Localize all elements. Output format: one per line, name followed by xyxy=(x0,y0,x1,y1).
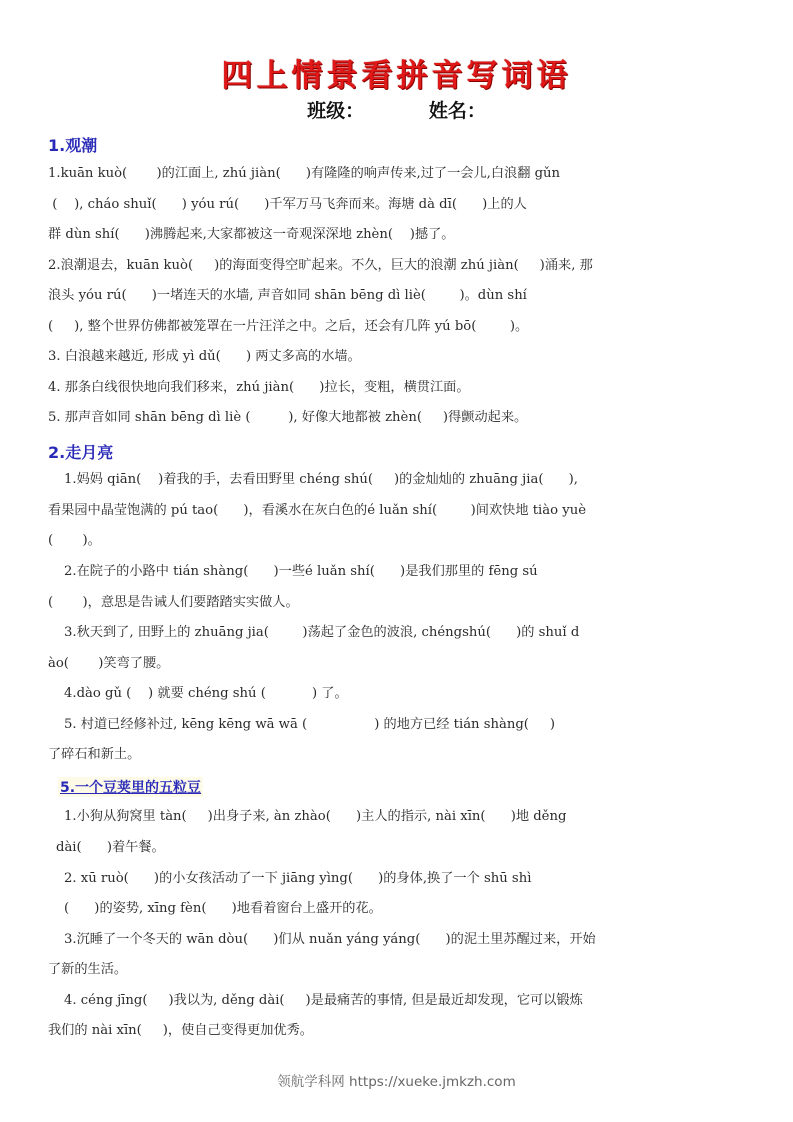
section-heading-zouyueliang: 2.走月亮 xyxy=(48,443,114,462)
exercise-line: ( )。 xyxy=(48,533,101,548)
section-heading-guanchao: 1.观潮 xyxy=(48,136,98,155)
exercise-line: 群 dùn shí( )沸腾起来,大家都被这一奇观深深地 zhèn( )撼了。 xyxy=(48,227,455,242)
exercise-line: ( ), cháo shuǐ( ) yóu rú( )千军万马飞奔而来。海塘 dà dī( )上的人 xyxy=(48,197,527,212)
exercise-line: 浪头 yóu rú( )一堵连天的水墙, 声音如同 shān bēng dì liè( )。dùn shí xyxy=(48,288,527,303)
exercise-line: ( ), 整个世界仿佛都被笼罩在一片汪洋之中。之后，还会有几阵 yú bō( )。 xyxy=(48,319,529,334)
footer-watermark: 领航学科网 https://xueke.jmkzh.com xyxy=(277,1074,516,1090)
exercise-line: 1.小狗从狗窝里 tàn( )出身子来, àn zhào( )主人的指示, nài xīn( )地 děng xyxy=(64,809,567,824)
exercise-line: 看果园中晶莹饱满的 pú tao( )，看溪水在灰白色的é luǎn shí( )间欢快地 tiào yuè xyxy=(48,503,586,518)
student-info xyxy=(0,96,793,123)
name-label: 姓名： xyxy=(428,100,486,122)
exercise-line: 5. 村道已经修补过, kēng kēng wā wā ( ) 的地方已经 tián shàng( ) xyxy=(64,717,556,732)
exercise-line: 4. céng jīng( )我以为, děng dài( )是最痛苦的事情, 但是最近却发现，它可以锻炼 xyxy=(64,993,583,1008)
exercise-line: 2.在院子的小路中 tián shàng( )一些é luǎn shí( )是我们那里的 fēng sú xyxy=(64,564,538,579)
exercise-line: dài( )着午餐。 xyxy=(56,840,165,855)
exercise-line: 1.kuān kuò( )的江面上, zhú jiàn( )有隆隆的响声传来,过了一会儿,白浪翻 gǔn xyxy=(48,166,561,181)
exercise-line: 4.dào gǔ ( ) 就要 chéng shú ( ) 了。 xyxy=(64,686,348,701)
exercise-line: 1.妈妈 qiān( )着我的手，去看田野里 chéng shú( )的金灿灿的 zhuāng jia( ), xyxy=(64,472,578,487)
class-label: 班级： xyxy=(307,100,365,122)
exercise-line: 2. xū ruò( )的小女孩活动了一下 jiāng yìng( )的身体,换了一个 shū shì xyxy=(64,871,532,886)
exercise-line: 4. 那条白线很快地向我们移来，zhú jiàn( )拉长，变粗，横贯江面。 xyxy=(48,380,470,395)
exercise-line: ào( )笑弯了腰。 xyxy=(48,656,170,671)
exercise-line: 我们的 nài xīn( )，使自己变得更加优秀。 xyxy=(48,1023,313,1038)
exercise-line: 了碎石和新土。 xyxy=(48,747,141,762)
worksheet-title: 四上情景看拼音写词语 xyxy=(221,58,572,94)
exercise-line: 3. 白浪越来越近, 形成 yì dǔ( ) 两丈多高的水墙。 xyxy=(48,349,361,364)
exercise-line: ( )的姿势, xīng fèn( )地看着窗台上盛开的花。 xyxy=(64,901,382,916)
exercise-line: 3.秋天到了, 田野上的 zhuāng jia( )荡起了金色的波浪, chéngshú( )的 shuǐ d xyxy=(64,625,580,640)
exercise-line: 了新的生活。 xyxy=(48,962,128,977)
exercise-line: ( )，意思是告诫人们要踏踏实实做人。 xyxy=(48,595,299,610)
exercise-line: 2.浪潮退去，kuān kuò( )的海面变得空旷起来。不久，巨大的浪潮 zhú jiàn( )涌来, 那 xyxy=(48,258,593,273)
exercise-line: 3.沉睡了一个冬天的 wān dòu( )们从 nuǎn yáng yáng( )的泥土里苏醒过来，开始 xyxy=(64,932,596,947)
exercise-line: 5. 那声音如同 shān bēng dì liè ( ), 好像大地都被 zhèn( )得颤动起来。 xyxy=(48,410,528,425)
section-heading-doujia: 5.一个豆荚里的五粒豆 xyxy=(58,777,203,797)
